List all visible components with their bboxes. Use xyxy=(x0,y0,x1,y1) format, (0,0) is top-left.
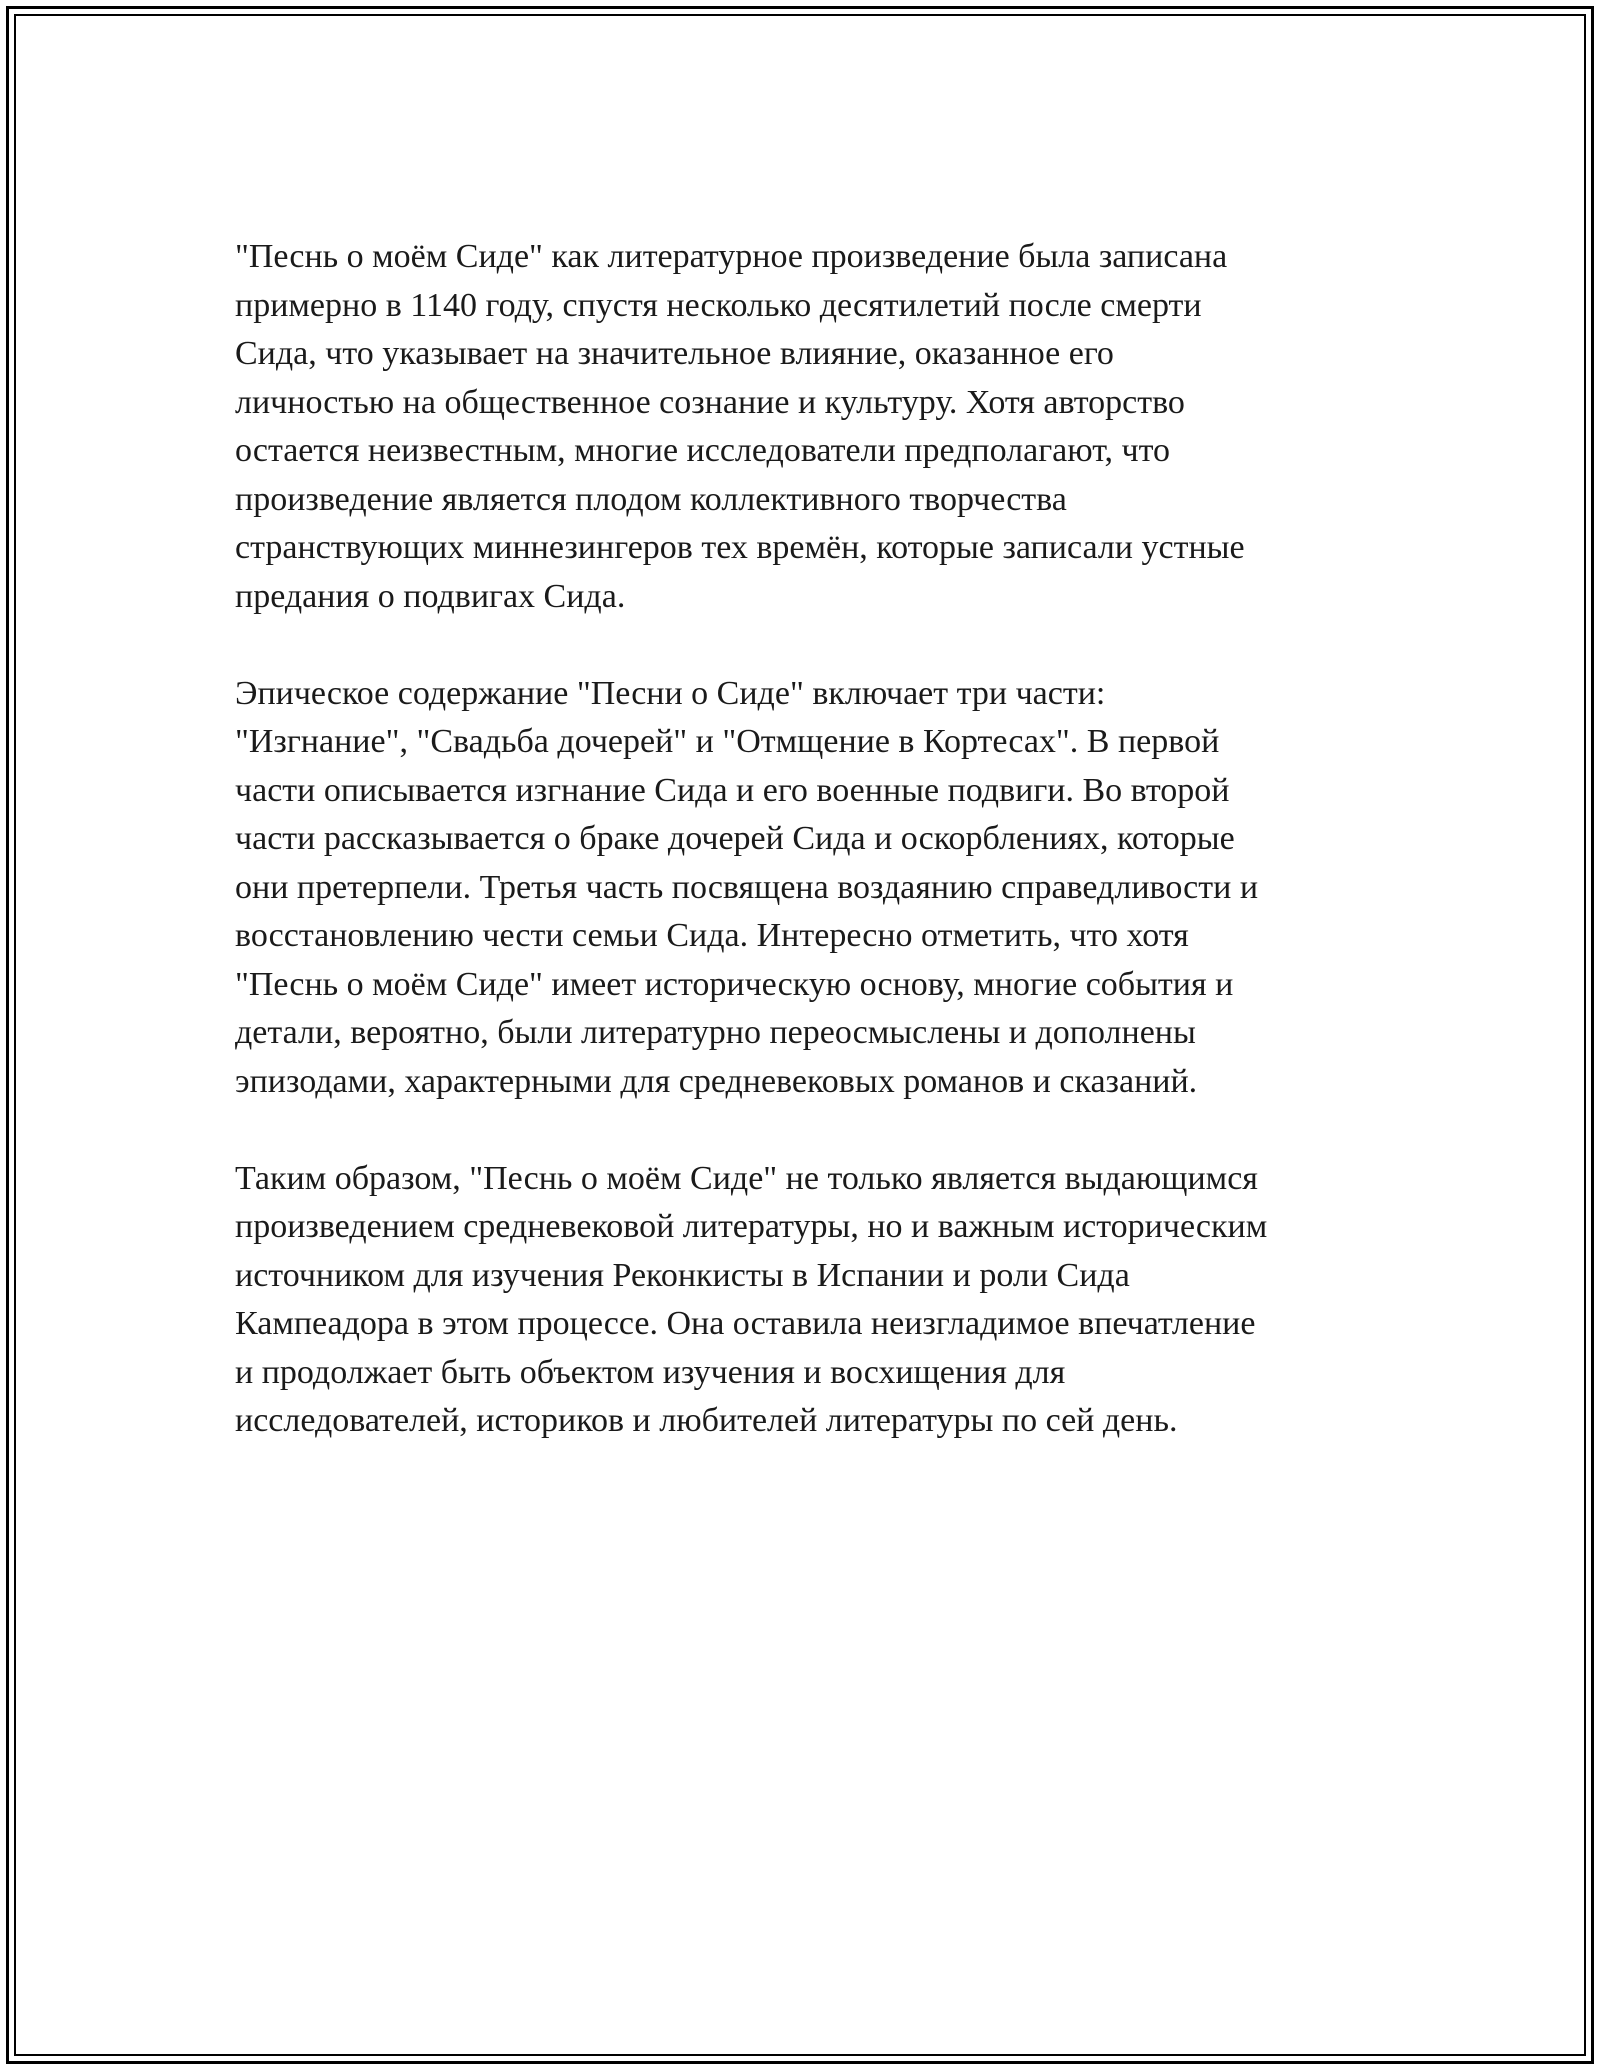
paragraph-3: Таким образом, "Песнь о моём Сиде" не только является выдающимся произведением средневековой литературы, но и важным историческим источником для изучения Реконкисты в Испании и роли Сида Кампеадора в этом процессе. Она оставила неизгладимое впечатление и продолжает быть объектом изучения и восхищения для исследователей, историков и любителей литературы по сей день. xyxy=(235,1159,1268,1439)
paragraph-2: Эпическое содержание "Песни о Сиде" включает три части: "Изгнание", "Свадьба дочерей" и "Отмщение в Кортесах". В первой части описывается изгнание Сида и его военные подвиги. Во второй части рассказывается о браке дочерей Сида и оскорблениях, которые они претерпели. Третья часть посвящена воздаянию справедливости и восстановлению чести семьи Сида. Интересно отметить, что хотя "Песнь о моём Сиде" имеет историческую основу, многие события и детали, вероятно, были литературно переосмыслены и дополнены эпизодами, характерными для средневековых романов и сказаний. xyxy=(235,674,1259,1100)
paragraph-1: "Песнь о моём Сиде" как литературное произведение была записана примерно в 1140 году, спустя несколько десятилетий после смерти Сида, что указывает на значительное влияние, оказанное его личностью на общественное сознание и культуру. Хотя авторство остается неизвестным, многие исследователи предполагают, что произведение является плодом коллективного творчества странствующих миннезингеров тех времён, которые записали устные предания о подвигах Сида. xyxy=(235,238,1245,615)
document-body xyxy=(235,233,1375,1494)
